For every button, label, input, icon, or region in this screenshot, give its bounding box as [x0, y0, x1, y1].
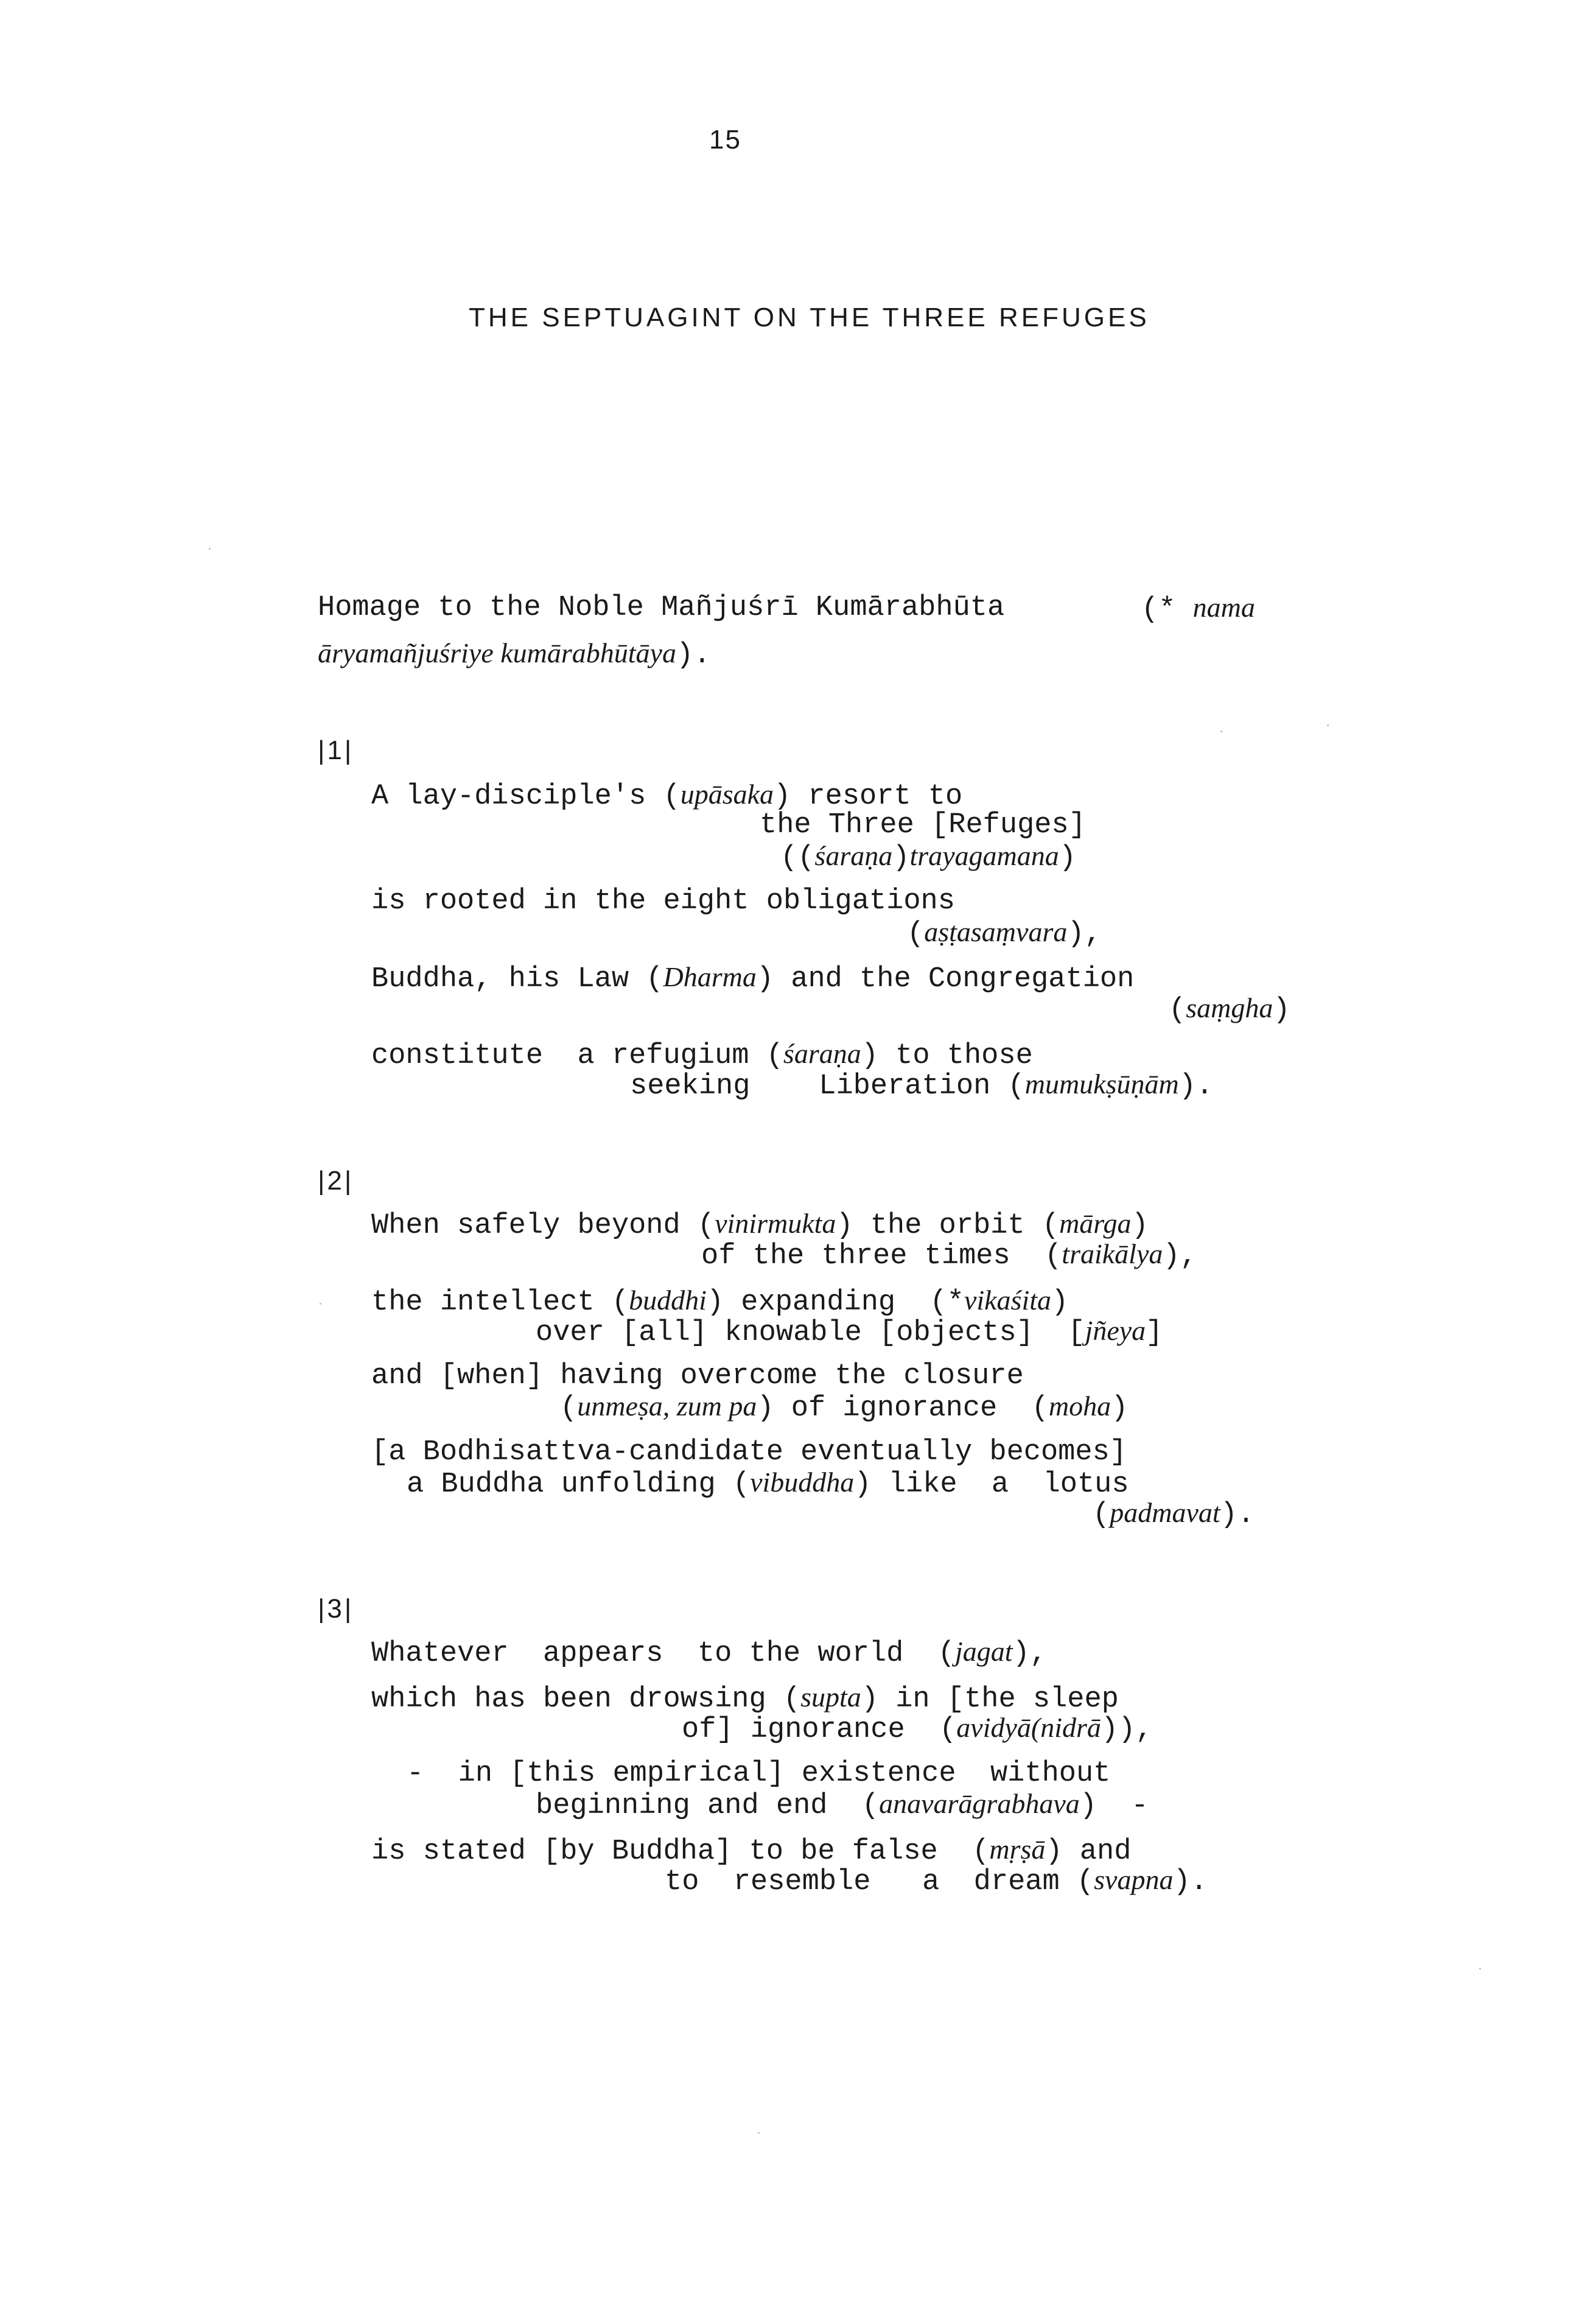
verse-2-line-7 — [371, 1438, 1127, 1467]
verse-3-line-6 — [371, 1835, 1131, 1866]
text-fragment: ) — [1111, 1392, 1129, 1425]
verse-2-line-8 — [407, 1468, 1129, 1499]
text-fragment: ) — [892, 842, 910, 874]
verse-1-line-3 — [780, 842, 1076, 872]
verse-2-line-6 — [560, 1392, 1128, 1423]
verse-1-line-4 — [371, 887, 955, 916]
sanskrit-term: unmeṣa, zum pa — [577, 1390, 757, 1422]
verse-1-line-5 — [907, 918, 1102, 948]
verse-2-line-4 — [536, 1317, 1163, 1347]
text-fragment: the intellect ( — [371, 1286, 629, 1319]
text-fragment: ( — [1093, 1499, 1110, 1531]
text-fragment: (* — [1141, 594, 1176, 626]
sanskrit-term: padmavat — [1110, 1497, 1220, 1528]
text-fragment: ) expanding (* — [706, 1286, 964, 1319]
text-fragment: - in [this empirical] existence without — [407, 1758, 1111, 1790]
verse-1-line-9 — [630, 1070, 1213, 1101]
sanskrit-term: aṣṭasaṃvara — [924, 916, 1068, 947]
page-title: THE SEPTUAGINT ON THE THREE REFUGES — [469, 303, 1150, 332]
text-fragment: of] ignorance ( — [682, 1714, 957, 1746]
sanskrit-term: jñeya — [1085, 1315, 1146, 1346]
verse-3-line-4 — [407, 1759, 1110, 1788]
text-fragment: ) the orbit ( — [836, 1210, 1060, 1242]
sanskrit-term: anavarāgrabhava — [879, 1788, 1080, 1819]
verse-3-line-3 — [682, 1714, 1153, 1744]
verse-3-line-5 — [536, 1790, 1149, 1820]
verse-1-line-7 — [1169, 994, 1290, 1025]
text-fragment: ) — [1273, 994, 1290, 1026]
sanskrit-term: śaraṇa — [783, 1038, 861, 1069]
sanskrit-term: buddhi — [629, 1285, 707, 1316]
sanskrit-term: Dharma — [663, 961, 757, 992]
text-fragment: to resemble a dream ( — [665, 1866, 1094, 1898]
verse-2-line-1 — [371, 1210, 1149, 1240]
verse-1-line-8 — [371, 1040, 1033, 1070]
verse-1-line-1 — [371, 780, 962, 811]
sanskrit-term: supta — [800, 1681, 861, 1713]
homage-line-1-sanskrit — [1141, 594, 1255, 624]
text-fragment: ) — [1059, 842, 1076, 874]
verse-2-line-3 — [371, 1286, 1068, 1317]
sanskrit-term: saṃgha — [1186, 992, 1273, 1023]
sanskrit-term: mārga — [1059, 1208, 1132, 1239]
text-fragment: (( — [780, 842, 815, 874]
sanskrit-term: traikālya — [1062, 1238, 1163, 1269]
text-fragment: [a Bodhisattva-candidate eventually becomes] — [371, 1436, 1127, 1468]
sanskrit-term: vinirmukta — [715, 1208, 836, 1239]
text-fragment: ) - — [1079, 1790, 1149, 1822]
text-fragment: When safely beyond ( — [371, 1210, 715, 1242]
text-fragment: Homage to the Noble Mañjuśrī Kumārabhūta — [318, 592, 1005, 624]
text-fragment: the Three [Refuges] — [760, 809, 1086, 841]
homage-line-2 — [318, 639, 710, 670]
verse-2-line-9 — [1093, 1499, 1255, 1529]
verse-3-line-7 — [665, 1866, 1208, 1896]
scan-speck — [758, 2132, 760, 2134]
text-fragment: )), — [1101, 1714, 1153, 1746]
text-fragment: ] — [1146, 1317, 1163, 1349]
text-fragment: ( — [1169, 994, 1186, 1026]
text-fragment: over [all] knowable [objects] [ — [536, 1317, 1085, 1349]
text-fragment: and [when] having overcome the closure — [371, 1360, 1024, 1392]
verse-1-line-2 — [760, 811, 1086, 840]
sanskrit-term: upāsaka — [680, 779, 774, 810]
text-fragment: ), — [1067, 918, 1102, 950]
text-fragment: ) of ignorance ( — [757, 1392, 1049, 1425]
verse-number-2: |2| — [318, 1166, 354, 1196]
text-fragment: of the three times ( — [701, 1240, 1062, 1272]
sanskrit-term: jagat — [954, 1636, 1013, 1667]
verse-2-line-2 — [701, 1240, 1197, 1271]
text-fragment: seeking Liberation ( — [630, 1070, 1025, 1103]
verse-3-line-1 — [371, 1638, 1047, 1668]
text-fragment: ), — [1012, 1638, 1047, 1670]
scan-speck — [1327, 724, 1329, 726]
sanskrit-term: mumukṣūṇām — [1024, 1068, 1179, 1099]
sanskrit-term: vikaśita — [964, 1285, 1052, 1316]
scan-speck — [320, 1303, 321, 1305]
text-fragment: ) — [1051, 1286, 1069, 1319]
text-fragment: ( — [907, 918, 925, 950]
text-fragment: ) — [1131, 1210, 1149, 1242]
text-fragment: beginning and end ( — [536, 1790, 880, 1822]
text-fragment: ( — [560, 1392, 578, 1425]
page-number: 15 — [709, 125, 741, 155]
text-fragment: ). — [1220, 1499, 1255, 1531]
text-fragment: which has been drowsing ( — [371, 1683, 801, 1716]
scan-speck — [1220, 731, 1222, 732]
verse-number-1: |1| — [318, 735, 354, 765]
text-fragment: Whatever appears to the world ( — [371, 1638, 955, 1670]
text-fragment: ) in [the sleep — [861, 1683, 1119, 1716]
text-fragment: Buddha, his Law ( — [371, 963, 663, 995]
sanskrit-term: moha — [1048, 1390, 1111, 1422]
text-fragment: ) resort to — [774, 780, 963, 813]
text-fragment: ). — [1178, 1070, 1214, 1103]
homage-line-1 — [318, 594, 1004, 622]
sanskrit-term: svapna — [1094, 1864, 1174, 1895]
scan-speck — [209, 548, 211, 550]
text-fragment: ) and the Congregation — [756, 963, 1135, 995]
text-fragment: ). — [1173, 1866, 1208, 1898]
sanskrit-term: avidyā(nidrā — [956, 1712, 1101, 1743]
text-fragment: ), — [1163, 1240, 1197, 1272]
text-fragment: ). — [676, 639, 711, 671]
text-fragment: is rooted in the eight obligations — [371, 885, 955, 917]
text-fragment: ) like a lotus — [854, 1468, 1129, 1501]
verse-1-line-6 — [371, 963, 1134, 994]
sanskrit-term: trayagamana — [909, 840, 1059, 871]
sanskrit-term: mṛṣā — [989, 1834, 1046, 1865]
sanskrit-term: āryamañjuśriye kumārabhūtāya — [318, 637, 676, 668]
verse-2-line-5 — [371, 1362, 1024, 1390]
text-fragment: constitute a refugium ( — [371, 1040, 783, 1072]
sanskrit-term: nama — [1192, 592, 1255, 623]
text-fragment: ) and — [1045, 1835, 1132, 1868]
text-fragment: is stated [by Buddha] to be false ( — [371, 1835, 990, 1868]
verse-number-3: |3| — [318, 1594, 354, 1624]
text-fragment: a Buddha unfolding ( — [407, 1468, 751, 1501]
text-fragment: A lay-disciple's ( — [371, 780, 681, 813]
sanskrit-term: śaraṇa — [814, 840, 893, 871]
text-fragment: ) to those — [861, 1040, 1033, 1072]
scan-speck — [1479, 1968, 1481, 1969]
sanskrit-term: vibuddha — [750, 1467, 855, 1498]
verse-3-line-2 — [371, 1683, 1119, 1714]
